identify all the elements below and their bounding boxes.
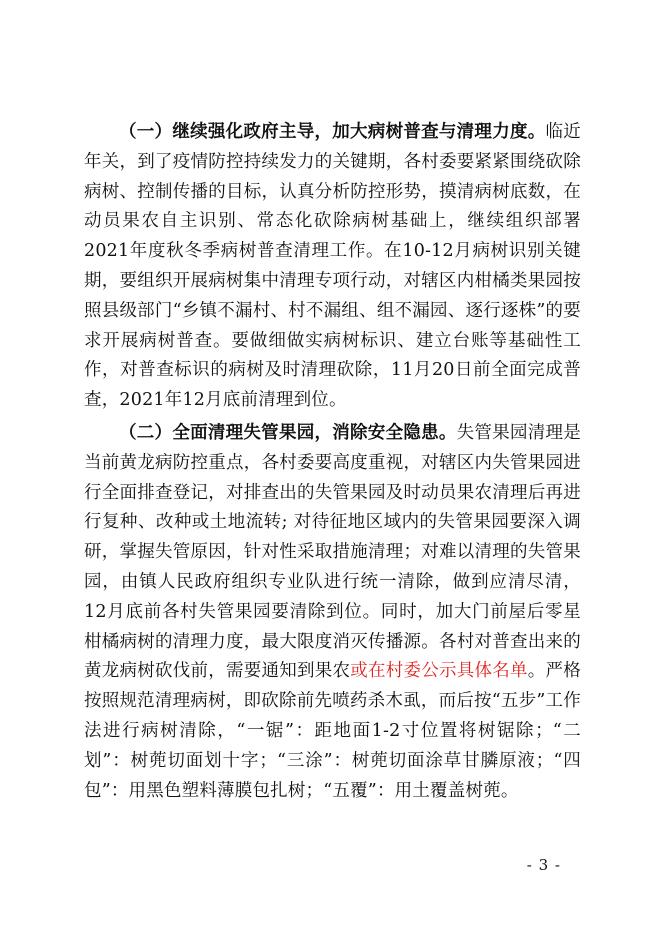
paragraph-body-continued: 。严格按照规范清理病树，即砍除前先喷药杀木虱，而后按“五步”工作法进行病树清除，“一锯”：距地面1-2寸位置将树锯除；“二划”：树蔸切面划十字；“三涂”：树蔸切面涂草甘膦原液；“四包”：用黑色塑料薄膜包扎树；“五覆”：用土覆盖树蔸。 <box>84 661 581 801</box>
paragraph-body: 临近年关，到了疫情防控持续发力的关键期，各村委要紧紧围绕砍除病树、控制传播的目标，认真分析防控形势，摸清病树底数，在动员果农自主识别、常态化砍除病树基础上，继续组织部署2021年度秋冬季病树普查清理工作。在10-12月病树识别关键期，要组织开展病树集中清理专项行动，对辖区内柑橘类果园按照县级部门“乡镇不漏村、村不漏组、组不漏园、逐行逐株”的要求开展病树普查。要做细做实病树标识、建立台账等基础性工作，对普查标识的病树及时清理砍除，11月20日前全面完成普查，2021年12月底前清理到位。 <box>84 122 581 411</box>
paragraph-heading: （二）全面清理失管果园，消除安全隐患。 <box>119 423 457 443</box>
paragraph-clear-abandoned-orchards <box>84 419 581 806</box>
paragraph-strengthen-government-leadership <box>84 118 581 416</box>
highlighted-text: 或在村委公示具体名单 <box>350 661 528 682</box>
page-number: - 3 - <box>526 856 561 874</box>
paragraph-body: 失管果园清理是当前黄龙病防控重点，各村委要高度重视，对辖区内失管果园进行全面排查登记，对排查出的失管果园及时动员果农清理后再进行复种、改种或土地流转; 对待征地区域内的失管果园要深入调研，掌握失管原因，针对性采取措施清理；对难以清理的失管果园，由镇人民政府组织专业队进行统一清除，做到应清尽清，12月底前各村失管果园要清除到位。同时，加大门前屋后零星柑橘病树的清理力度，最大限度消灭传播源。各村对普查出来的黄龙病树砍伐前，需要通知到果农 <box>84 423 581 682</box>
paragraph-heading: （一）继续强化政府主导，加大病树普查与清理力度。 <box>119 122 546 142</box>
